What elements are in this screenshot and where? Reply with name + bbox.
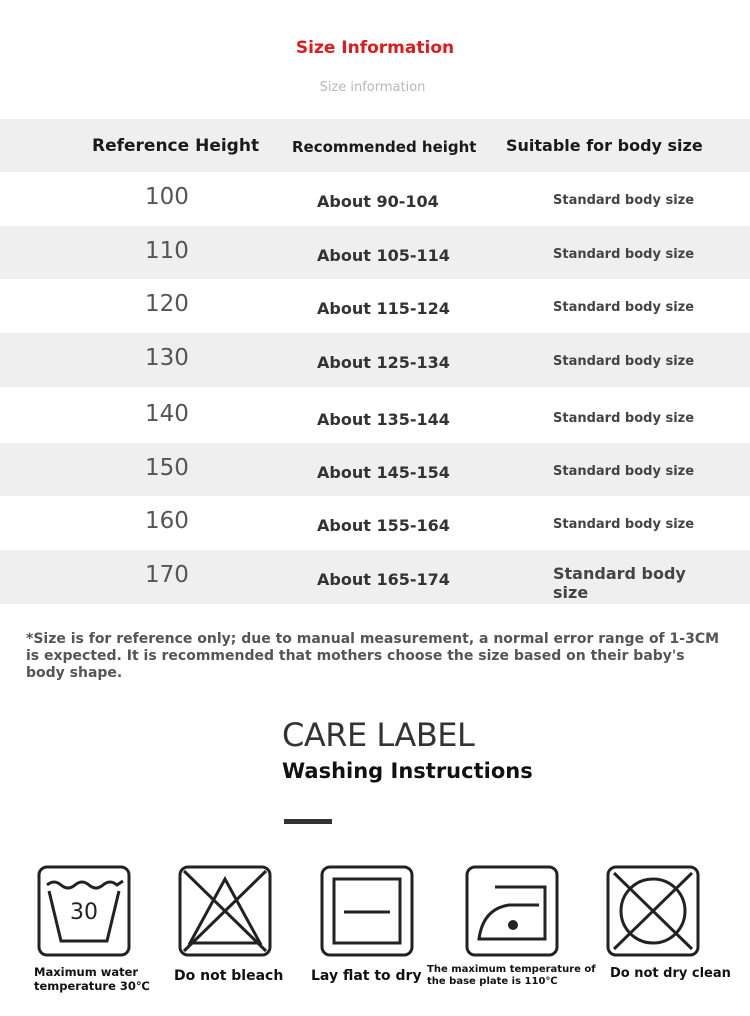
table-row — [0, 226, 750, 280]
table-row — [0, 333, 750, 387]
table-row — [0, 550, 750, 604]
divider-bar — [284, 819, 332, 824]
cell-body-size: Standard body size — [553, 354, 695, 370]
wash-temperature-label: Maximum water temperature 30℃ — [34, 965, 150, 993]
no-bleach-icon — [178, 865, 272, 957]
wash-30-icon — [37, 865, 131, 957]
table-row — [0, 443, 750, 497]
cell-recommended-height: About 105-114 — [317, 245, 450, 265]
cell-body-size: Standard body size — [553, 410, 695, 426]
table-row — [0, 279, 750, 333]
cell-body-size: Standard body size — [553, 517, 695, 533]
table-row — [0, 496, 750, 550]
cell-recommended-height: About 115-124 — [317, 299, 450, 319]
cell-recommended-height: About 135-144 — [317, 409, 450, 429]
size-info-subtitle: Size information — [319, 80, 426, 95]
cell-reference-height: 100 — [145, 184, 189, 210]
cell-body-size: Standard body size — [553, 564, 686, 603]
washing-instructions-heading: Washing Instructions — [282, 759, 533, 783]
cell-recommended-height: About 165-174 — [317, 570, 450, 590]
table-header — [0, 119, 750, 172]
cell-reference-height: 120 — [145, 291, 189, 318]
iron-110-icon — [465, 865, 559, 957]
no-bleach-label: Do not bleach — [174, 968, 284, 984]
size-info-title: Size Information — [295, 38, 455, 58]
dry-flat-label: Lay flat to dry — [311, 968, 422, 984]
cell-body-size: Standard body size — [553, 246, 695, 262]
cell-body-size: Standard body size — [553, 463, 695, 479]
table-row — [0, 172, 750, 226]
wash-temperature-number: 30 — [70, 900, 98, 925]
cell-body-size: Standard body size — [553, 193, 695, 208]
size-table — [0, 119, 750, 604]
cell-recommended-height: About 145-154 — [317, 462, 450, 482]
cell-body-size: Standard body size — [553, 300, 695, 316]
column-header-body-size: Suitable for body size — [506, 136, 703, 155]
size-disclaimer-note: *Size is for reference only; due to manual measurement, a normal error range of 1-3CM is expected. It is recommended that mothers choose the size based on their baby's body shape. — [26, 631, 720, 681]
column-header-recommended-height: Recommended height — [292, 138, 477, 156]
care-label-title: CARE LABEL — [282, 716, 475, 754]
no-dry-clean-label: Do not dry clean — [610, 966, 731, 981]
dry-flat-icon — [320, 865, 414, 957]
cell-recommended-height: About 155-164 — [317, 516, 450, 536]
cell-reference-height: 150 — [145, 454, 189, 481]
cell-reference-height: 130 — [145, 345, 189, 372]
iron-temperature-label: The maximum temperature of the base plate is 110℃ — [427, 964, 596, 987]
table-row — [0, 387, 750, 443]
column-header-reference-height: Reference Height — [92, 136, 260, 156]
no-dry-clean-icon — [606, 865, 700, 957]
cell-recommended-height: About 90-104 — [317, 192, 439, 211]
cell-reference-height: 110 — [145, 237, 189, 264]
cell-recommended-height: About 125-134 — [317, 353, 450, 373]
cell-reference-height: 140 — [145, 400, 189, 427]
cell-reference-height: 170 — [145, 562, 189, 589]
cell-reference-height: 160 — [145, 508, 189, 535]
